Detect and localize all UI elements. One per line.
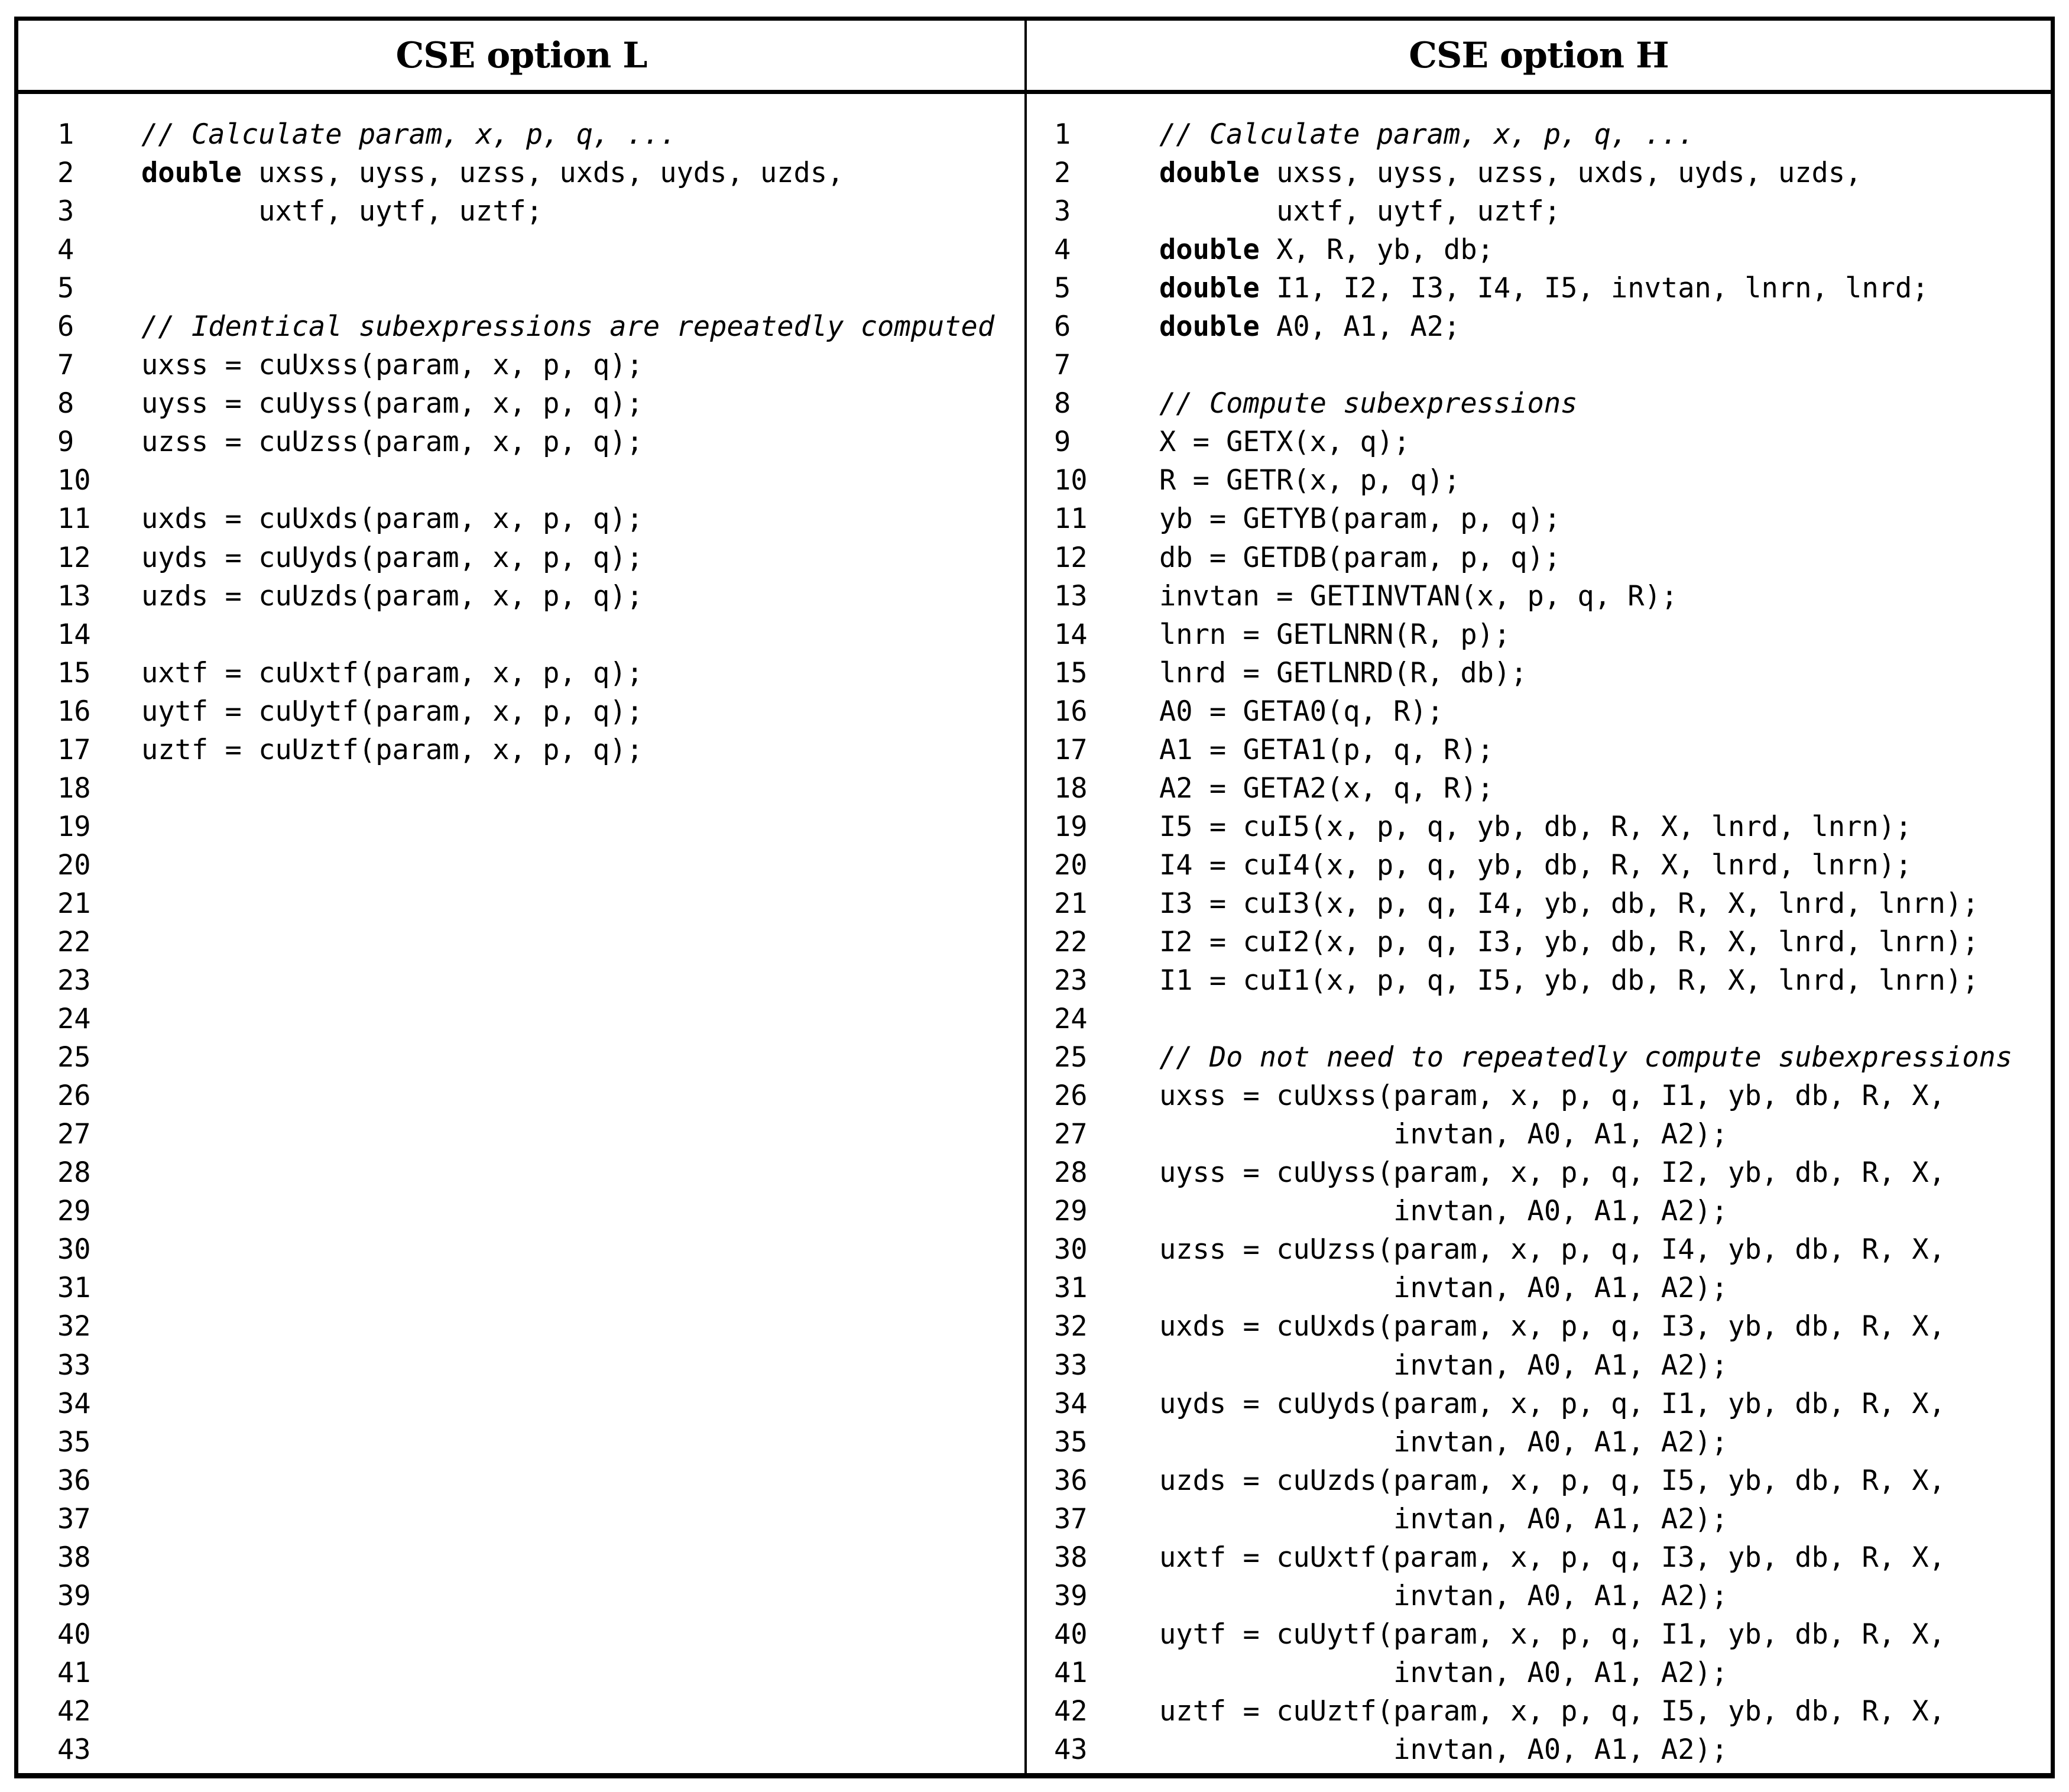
line-number: 19 bbox=[1054, 810, 1088, 843]
code-line bbox=[18, 1307, 1024, 1346]
line-number: 43 bbox=[1054, 1733, 1088, 1766]
code-line bbox=[18, 1192, 1024, 1230]
code-line bbox=[18, 615, 1024, 654]
line-number: 12 bbox=[57, 541, 91, 574]
code-line bbox=[1027, 500, 2051, 538]
code-text: uzds = cuUzds(param, x, p, q, I5, yb, db, R, X, bbox=[1159, 1464, 1945, 1497]
code-text: lnrd = GETLNRD(R, db); bbox=[1159, 656, 1528, 689]
code-line bbox=[1027, 769, 2051, 808]
code-text: invtan = GETINVTAN(x, p, q, R); bbox=[1159, 579, 1678, 613]
line-number: 25 bbox=[1054, 1041, 1088, 1074]
code-line bbox=[1027, 1307, 2051, 1346]
line-number: 15 bbox=[1054, 656, 1088, 689]
code-line bbox=[18, 1577, 1024, 1615]
code-text: A2 = GETA2(x, q, R); bbox=[1159, 772, 1494, 805]
line-number: 10 bbox=[57, 464, 91, 497]
line-number: 8 bbox=[1054, 387, 1071, 420]
line-number: 18 bbox=[1054, 772, 1088, 805]
code-line bbox=[1027, 1577, 2051, 1615]
code-comment: // Do not need to repeatedly compute subexpressions bbox=[1159, 1041, 2013, 1074]
code-line bbox=[18, 1462, 1024, 1500]
code-line bbox=[18, 1153, 1024, 1192]
code-text: uyds = cuUyds(param, x, p, q, I1, yb, db, R, X, bbox=[1159, 1387, 1945, 1420]
code-line bbox=[1027, 1500, 2051, 1538]
code-line bbox=[1027, 1731, 2051, 1769]
keyword: double bbox=[141, 157, 242, 190]
code-text: uxss = cuUxss(param, x, p, q); bbox=[141, 349, 643, 382]
line-number: 7 bbox=[1054, 349, 1071, 382]
line-number: 27 bbox=[57, 1118, 91, 1151]
line-number: 7 bbox=[57, 349, 74, 382]
line-number: 39 bbox=[1054, 1579, 1088, 1612]
code-line bbox=[1027, 1346, 2051, 1385]
code-text: X = GETX(x, q); bbox=[1159, 426, 1410, 459]
line-number: 6 bbox=[1054, 310, 1071, 344]
line-number: 41 bbox=[57, 1656, 91, 1689]
line-number: 40 bbox=[1054, 1618, 1088, 1651]
line-number: 22 bbox=[57, 925, 91, 958]
line-number: 6 bbox=[57, 310, 74, 344]
line-number: 34 bbox=[1054, 1387, 1088, 1420]
line-number: 30 bbox=[57, 1233, 91, 1266]
code-text: invtan, A0, A1, A2); bbox=[1159, 1656, 1729, 1689]
code-line bbox=[1027, 923, 2051, 961]
code-text: invtan, A0, A1, A2); bbox=[1159, 1502, 1729, 1535]
code-line bbox=[1027, 1615, 2051, 1654]
line-number: 41 bbox=[1054, 1656, 1088, 1689]
code-line bbox=[1027, 1385, 2051, 1423]
line-number: 31 bbox=[57, 1272, 91, 1305]
line-number: 39 bbox=[57, 1579, 91, 1612]
code-text bbox=[1159, 231, 1494, 269]
code-line bbox=[18, 307, 1024, 346]
line-number: 28 bbox=[57, 1156, 91, 1190]
code-line bbox=[18, 769, 1024, 808]
code-text: invtan, A0, A1, A2); bbox=[1159, 1118, 1729, 1151]
code-line bbox=[1027, 1692, 2051, 1731]
line-number: 21 bbox=[57, 887, 91, 920]
code-listing bbox=[18, 115, 1024, 1769]
code-text: A0, A1, A2; bbox=[1259, 310, 1461, 344]
code-text: uytf = cuUytf(param, x, p, q); bbox=[141, 695, 643, 728]
code-text: X, R, yb, db; bbox=[1259, 234, 1494, 267]
line-number: 4 bbox=[1054, 234, 1071, 267]
code-line bbox=[1027, 269, 2051, 307]
keyword: double bbox=[1159, 157, 1260, 190]
line-number: 25 bbox=[57, 1041, 91, 1074]
code-line bbox=[1027, 692, 2051, 731]
code-line bbox=[18, 115, 1024, 154]
code-text: uyss = cuUyss(param, x, p, q); bbox=[141, 387, 643, 420]
code-line bbox=[1027, 1153, 2051, 1192]
code-text: invtan, A0, A1, A2); bbox=[1159, 1733, 1729, 1766]
code-comparison-table bbox=[14, 17, 2055, 1778]
code-line bbox=[1027, 808, 2051, 846]
code-text bbox=[1159, 307, 1460, 346]
code-line bbox=[1027, 1654, 2051, 1692]
code-line bbox=[1027, 1038, 2051, 1077]
code-line bbox=[18, 1538, 1024, 1577]
code-text bbox=[141, 154, 844, 192]
line-number: 20 bbox=[1054, 848, 1088, 882]
code-comment: // Calculate param, x, p, q, ... bbox=[1159, 118, 1695, 151]
line-number: 24 bbox=[1054, 1003, 1088, 1036]
code-text: I3 = cuI3(x, p, q, I4, yb, db, R, X, lnrd, lnrn); bbox=[1159, 887, 1979, 920]
line-number: 9 bbox=[1054, 426, 1071, 459]
code-line bbox=[18, 1692, 1024, 1731]
column-header: CSE option H bbox=[1027, 21, 2051, 94]
code-comment: // Compute subexpressions bbox=[1159, 387, 1578, 420]
code-text bbox=[1159, 154, 1862, 192]
line-number: 40 bbox=[57, 1618, 91, 1651]
line-number: 21 bbox=[1054, 887, 1088, 920]
code-text: uztf = cuUztf(param, x, p, q, I5, yb, db, R, X, bbox=[1159, 1694, 1945, 1728]
code-line bbox=[1027, 154, 2051, 192]
code-line bbox=[1027, 1462, 2051, 1500]
code-text: A1 = GETA1(p, q, R); bbox=[1159, 733, 1494, 766]
line-number: 36 bbox=[57, 1464, 91, 1497]
line-number: 27 bbox=[1054, 1118, 1088, 1151]
line-number: 28 bbox=[1054, 1156, 1088, 1190]
line-number: 30 bbox=[1054, 1233, 1088, 1266]
code-line bbox=[1027, 231, 2051, 269]
code-line bbox=[18, 884, 1024, 923]
line-number: 5 bbox=[57, 272, 74, 305]
line-number: 18 bbox=[57, 772, 91, 805]
code-line bbox=[18, 1731, 1024, 1769]
code-text: invtan, A0, A1, A2); bbox=[1159, 1579, 1729, 1612]
code-line bbox=[18, 192, 1024, 231]
keyword: double bbox=[1159, 272, 1260, 305]
code-line bbox=[18, 1269, 1024, 1307]
line-number: 17 bbox=[1054, 733, 1088, 766]
code-text: lnrn = GETLNRN(R, p); bbox=[1159, 618, 1511, 651]
code-text: db = GETDB(param, p, q); bbox=[1159, 541, 1561, 574]
line-number: 4 bbox=[57, 234, 74, 267]
code-comment: // Identical subexpressions are repeatedly computed bbox=[141, 310, 995, 344]
line-number: 37 bbox=[1054, 1502, 1088, 1535]
line-number: 11 bbox=[1054, 503, 1088, 536]
code-text: uxtf = cuUxtf(param, x, p, q, I3, yb, db, R, X, bbox=[1159, 1541, 1945, 1574]
line-number: 35 bbox=[57, 1425, 91, 1459]
code-line bbox=[1027, 423, 2051, 461]
line-number: 42 bbox=[1054, 1694, 1088, 1728]
code-line bbox=[18, 731, 1024, 769]
code-line bbox=[1027, 346, 2051, 384]
line-number: 36 bbox=[1054, 1464, 1088, 1497]
line-number: 24 bbox=[57, 1003, 91, 1036]
line-number: 23 bbox=[1054, 964, 1088, 997]
line-number: 9 bbox=[57, 426, 74, 459]
code-line bbox=[18, 461, 1024, 500]
code-line bbox=[1027, 1538, 2051, 1577]
code-line bbox=[1027, 192, 2051, 231]
line-number: 12 bbox=[1054, 541, 1088, 574]
code-line bbox=[1027, 846, 2051, 884]
code-text: I2 = cuI2(x, p, q, I3, yb, db, R, X, lnrd, lnrn); bbox=[1159, 925, 1979, 958]
code-text: I5 = cuI5(x, p, q, yb, db, R, X, lnrd, lnrn); bbox=[1159, 810, 1912, 843]
keyword: double bbox=[1159, 310, 1260, 344]
line-number: 34 bbox=[57, 1387, 91, 1420]
code-text: invtan, A0, A1, A2); bbox=[1159, 1272, 1729, 1305]
code-line bbox=[18, 846, 1024, 884]
code-line bbox=[18, 1615, 1024, 1654]
code-line bbox=[18, 1346, 1024, 1385]
line-number: 1 bbox=[57, 118, 74, 151]
code-text: uzss = cuUzss(param, x, p, q); bbox=[141, 426, 643, 459]
line-number: 35 bbox=[1054, 1425, 1088, 1459]
line-number: 26 bbox=[1054, 1080, 1088, 1113]
code-line bbox=[18, 1500, 1024, 1538]
line-number: 19 bbox=[57, 810, 91, 843]
line-number: 11 bbox=[57, 503, 91, 536]
line-number: 2 bbox=[57, 157, 74, 190]
code-text: A0 = GETA0(q, R); bbox=[1159, 695, 1444, 728]
code-line bbox=[18, 1423, 1024, 1462]
line-number: 33 bbox=[1054, 1349, 1088, 1382]
code-line bbox=[1027, 1269, 2051, 1307]
code-comment: // Calculate param, x, p, q, ... bbox=[141, 118, 677, 151]
line-number: 8 bbox=[57, 387, 74, 420]
code-line bbox=[18, 808, 1024, 846]
line-number: 32 bbox=[1054, 1310, 1088, 1343]
code-text: I1 = cuI1(x, p, q, I5, yb, db, R, X, lnrd, lnrn); bbox=[1159, 964, 1979, 997]
line-number: 31 bbox=[1054, 1272, 1088, 1305]
code-text: uztf = cuUztf(param, x, p, q); bbox=[141, 733, 643, 766]
code-line bbox=[18, 346, 1024, 384]
code-line bbox=[18, 577, 1024, 615]
code-line bbox=[18, 1077, 1024, 1115]
line-number: 26 bbox=[57, 1080, 91, 1113]
line-number: 37 bbox=[57, 1502, 91, 1535]
line-number: 38 bbox=[1054, 1541, 1088, 1574]
line-number: 14 bbox=[1054, 618, 1088, 651]
code-text: R = GETR(x, p, q); bbox=[1159, 464, 1461, 497]
line-number: 13 bbox=[1054, 579, 1088, 613]
code-line bbox=[18, 692, 1024, 731]
code-line bbox=[1027, 654, 2051, 692]
code-text: uxss, uyss, uzss, uxds, uyds, uzds, bbox=[241, 157, 844, 190]
code-text: uxtf, uytf, uztf; bbox=[1159, 195, 1561, 228]
code-line bbox=[18, 1000, 1024, 1038]
code-line bbox=[1027, 1423, 2051, 1462]
code-text: uxss = cuUxss(param, x, p, q, I1, yb, db, R, X, bbox=[1159, 1080, 1945, 1113]
code-line bbox=[1027, 1115, 2051, 1153]
code-line bbox=[1027, 884, 2051, 923]
code-line bbox=[1027, 384, 2051, 423]
column-header: CSE option L bbox=[18, 21, 1024, 94]
code-line bbox=[18, 1654, 1024, 1692]
line-number: 29 bbox=[1054, 1195, 1088, 1228]
line-number: 3 bbox=[57, 195, 74, 228]
code-line bbox=[1027, 577, 2051, 615]
code-line bbox=[18, 500, 1024, 538]
column-cse-option-l bbox=[18, 21, 1027, 1773]
line-number: 22 bbox=[1054, 925, 1088, 958]
code-line bbox=[1027, 539, 2051, 577]
code-line bbox=[18, 539, 1024, 577]
code-text: I1, I2, I3, I4, I5, invtan, lnrn, lnrd; bbox=[1259, 272, 1929, 305]
code-text: uyss = cuUyss(param, x, p, q, I2, yb, db, R, X, bbox=[1159, 1156, 1945, 1190]
code-line bbox=[1027, 1077, 2051, 1115]
code-listing bbox=[1027, 115, 2051, 1769]
code-line bbox=[1027, 1192, 2051, 1230]
line-number: 38 bbox=[57, 1541, 91, 1574]
line-number: 23 bbox=[57, 964, 91, 997]
line-number: 5 bbox=[1054, 272, 1071, 305]
line-number: 10 bbox=[1054, 464, 1088, 497]
line-number: 2 bbox=[1054, 157, 1071, 190]
code-text: uzds = cuUzds(param, x, p, q); bbox=[141, 579, 643, 613]
code-line bbox=[18, 231, 1024, 269]
code-line bbox=[1027, 115, 2051, 154]
line-number: 13 bbox=[57, 579, 91, 613]
line-number: 29 bbox=[57, 1195, 91, 1228]
line-number: 14 bbox=[57, 618, 91, 651]
code-line bbox=[18, 1230, 1024, 1269]
code-line bbox=[18, 654, 1024, 692]
code-line bbox=[1027, 961, 2051, 1000]
line-number: 17 bbox=[57, 733, 91, 766]
code-text: uxds = cuUxds(param, x, p, q, I3, yb, db, R, X, bbox=[1159, 1310, 1945, 1343]
line-number: 16 bbox=[57, 695, 91, 728]
line-number: 16 bbox=[1054, 695, 1088, 728]
code-line bbox=[18, 1385, 1024, 1423]
code-line bbox=[1027, 1000, 2051, 1038]
line-number: 1 bbox=[1054, 118, 1071, 151]
line-number: 32 bbox=[57, 1310, 91, 1343]
code-line bbox=[1027, 307, 2051, 346]
code-text bbox=[1159, 269, 1929, 307]
code-line bbox=[18, 269, 1024, 307]
line-number: 33 bbox=[57, 1349, 91, 1382]
code-line bbox=[1027, 731, 2051, 769]
code-text: invtan, A0, A1, A2); bbox=[1159, 1195, 1729, 1228]
code-text: invtan, A0, A1, A2); bbox=[1159, 1425, 1729, 1459]
code-text: uzss = cuUzss(param, x, p, q, I4, yb, db, R, X, bbox=[1159, 1233, 1945, 1266]
code-text: I4 = cuI4(x, p, q, yb, db, R, X, lnrd, lnrn); bbox=[1159, 848, 1912, 882]
code-text: uxtf = cuUxtf(param, x, p, q); bbox=[141, 656, 643, 689]
code-line bbox=[18, 154, 1024, 192]
code-line bbox=[18, 1038, 1024, 1077]
code-line bbox=[18, 423, 1024, 461]
code-line bbox=[1027, 461, 2051, 500]
code-line bbox=[1027, 1230, 2051, 1269]
line-number: 42 bbox=[57, 1694, 91, 1728]
code-text: uxtf, uytf, uztf; bbox=[141, 195, 543, 228]
code-line bbox=[18, 961, 1024, 1000]
code-line bbox=[18, 1115, 1024, 1153]
line-number: 15 bbox=[57, 656, 91, 689]
code-line bbox=[1027, 615, 2051, 654]
code-text: invtan, A0, A1, A2); bbox=[1159, 1349, 1729, 1382]
code-line bbox=[18, 384, 1024, 423]
code-text: uyds = cuUyds(param, x, p, q); bbox=[141, 541, 643, 574]
line-number: 20 bbox=[57, 848, 91, 882]
column-cse-option-h bbox=[1027, 21, 2051, 1773]
code-line bbox=[18, 923, 1024, 961]
code-text: uxds = cuUxds(param, x, p, q); bbox=[141, 503, 643, 536]
line-number: 43 bbox=[57, 1733, 91, 1766]
code-text: uxss, uyss, uzss, uxds, uyds, uzds, bbox=[1259, 157, 1862, 190]
code-text: uytf = cuUytf(param, x, p, q, I1, yb, db, R, X, bbox=[1159, 1618, 1945, 1651]
line-number: 3 bbox=[1054, 195, 1071, 228]
code-text: yb = GETYB(param, p, q); bbox=[1159, 503, 1561, 536]
keyword: double bbox=[1159, 234, 1260, 267]
